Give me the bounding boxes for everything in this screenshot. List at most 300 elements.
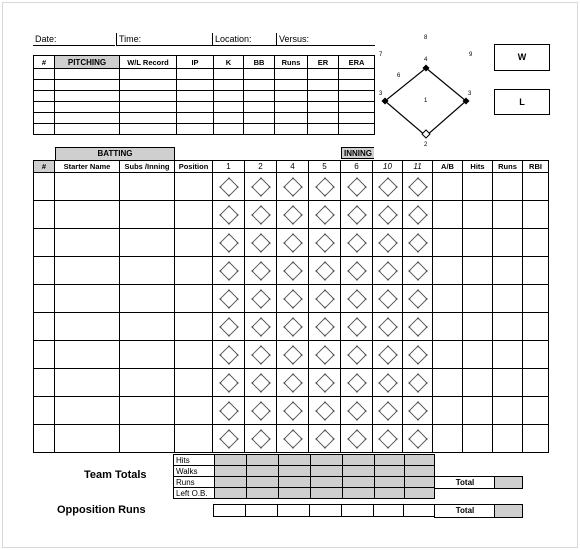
- opposition-runs-cell[interactable]: [310, 505, 342, 517]
- mini-diamond-icon: [373, 428, 402, 450]
- pitching-cell[interactable]: [339, 102, 375, 113]
- at-bat-diamond-cell[interactable]: [309, 341, 341, 369]
- mini-diamond-icon: [245, 400, 276, 422]
- batting-cell[interactable]: [120, 201, 175, 229]
- pitching-cell[interactable]: [244, 80, 275, 91]
- mini-diamond-icon: [309, 260, 340, 282]
- team-totals-cell[interactable]: [375, 455, 405, 466]
- at-bat-diamond-cell[interactable]: [373, 257, 403, 285]
- batting-cell[interactable]: [175, 369, 213, 397]
- batting-cell[interactable]: [433, 173, 463, 201]
- team-totals-cell[interactable]: [375, 488, 405, 499]
- team-totals-row: [174, 477, 435, 488]
- team-totals-cell[interactable]: [343, 488, 375, 499]
- mini-diamond-icon: [373, 260, 402, 282]
- batting-cell[interactable]: [120, 397, 175, 425]
- at-bat-diamond-cell[interactable]: [213, 257, 245, 285]
- pitching-cell[interactable]: [339, 91, 375, 102]
- pitching-cell[interactable]: [214, 113, 244, 124]
- pitching-cell[interactable]: [120, 102, 177, 113]
- inning-title-box: [341, 147, 374, 159]
- team-totals-cell[interactable]: [247, 477, 279, 488]
- time-field[interactable]: [116, 33, 213, 46]
- batting-cell[interactable]: [523, 341, 549, 369]
- at-bat-diamond-cell[interactable]: [309, 313, 341, 341]
- team-totals-cell[interactable]: [279, 477, 311, 488]
- team-totals-cell[interactable]: [343, 466, 375, 477]
- pitching-cell[interactable]: [120, 113, 177, 124]
- mini-diamond-icon: [277, 372, 308, 394]
- pitching-cell[interactable]: [339, 69, 375, 80]
- win-box[interactable]: [494, 44, 550, 71]
- pitching-cell[interactable]: [214, 124, 244, 135]
- team-totals-cell[interactable]: [405, 466, 435, 477]
- mini-diamond-icon: [277, 260, 308, 282]
- at-bat-diamond-cell[interactable]: [403, 341, 433, 369]
- batting-cell[interactable]: [34, 201, 55, 229]
- pitching-cell[interactable]: [275, 69, 308, 80]
- batting-cell[interactable]: [493, 369, 523, 397]
- batting-cell[interactable]: [463, 173, 493, 201]
- batting-cell[interactable]: [523, 173, 549, 201]
- batting-cell[interactable]: [493, 173, 523, 201]
- opposition-total-value[interactable]: [494, 504, 523, 518]
- opposition-runs-cell[interactable]: [214, 505, 246, 517]
- at-bat-diamond-cell[interactable]: [245, 397, 277, 425]
- batting-cell[interactable]: [463, 425, 493, 453]
- at-bat-diamond-cell[interactable]: [213, 173, 245, 201]
- at-bat-diamond-cell[interactable]: [403, 257, 433, 285]
- team-totals-cell[interactable]: [279, 488, 311, 499]
- pitching-col-era: ERA: [339, 56, 375, 69]
- pitching-cell[interactable]: [275, 102, 308, 113]
- pitching-cell[interactable]: [120, 91, 177, 102]
- batting-cell[interactable]: [493, 285, 523, 313]
- opposition-runs-cell[interactable]: [374, 505, 404, 517]
- at-bat-diamond-cell[interactable]: [245, 201, 277, 229]
- team-totals-cell[interactable]: [311, 477, 343, 488]
- batting-cell[interactable]: [120, 173, 175, 201]
- at-bat-diamond-cell[interactable]: [309, 369, 341, 397]
- loss-label: L: [519, 97, 525, 107]
- mini-diamond-icon: [277, 316, 308, 338]
- at-bat-diamond-cell[interactable]: [277, 173, 309, 201]
- at-bat-diamond-cell[interactable]: [277, 285, 309, 313]
- pitching-cell[interactable]: [339, 113, 375, 124]
- pitching-cell[interactable]: [177, 102, 214, 113]
- at-bat-diamond-cell[interactable]: [403, 201, 433, 229]
- batting-cell[interactable]: [34, 285, 55, 313]
- batting-cell[interactable]: [433, 257, 463, 285]
- batting-cell[interactable]: [523, 313, 549, 341]
- team-totals-cell[interactable]: [247, 455, 279, 466]
- team-totals-cell[interactable]: [405, 477, 435, 488]
- batting-cell[interactable]: [493, 257, 523, 285]
- runs-total-value[interactable]: [494, 476, 523, 489]
- pitching-cell[interactable]: [34, 113, 55, 124]
- at-bat-diamond-cell[interactable]: [213, 341, 245, 369]
- batting-cell[interactable]: [34, 313, 55, 341]
- batting-cell[interactable]: [120, 341, 175, 369]
- at-bat-diamond-cell[interactable]: [277, 425, 309, 453]
- pitching-cell[interactable]: [177, 69, 214, 80]
- pitching-cell[interactable]: [308, 91, 339, 102]
- at-bat-diamond-cell[interactable]: [309, 397, 341, 425]
- at-bat-diamond-cell[interactable]: [373, 285, 403, 313]
- team-totals-cell[interactable]: [311, 466, 343, 477]
- batting-col-inning-2: 2: [245, 161, 277, 173]
- batting-cell[interactable]: [493, 425, 523, 453]
- mini-diamond-icon: [309, 316, 340, 338]
- at-bat-diamond-cell[interactable]: [213, 425, 245, 453]
- batting-cell[interactable]: [433, 285, 463, 313]
- batting-cell[interactable]: [433, 397, 463, 425]
- opposition-runs-table: [213, 504, 435, 517]
- opposition-runs-cell[interactable]: [404, 505, 435, 517]
- pitching-cell[interactable]: [55, 80, 120, 91]
- team-totals-cell[interactable]: [405, 488, 435, 499]
- batting-cell[interactable]: [175, 201, 213, 229]
- team-totals-row: [174, 466, 435, 477]
- at-bat-diamond-cell[interactable]: [309, 229, 341, 257]
- runs-total-box[interactable]: [434, 476, 496, 489]
- pitching-cell[interactable]: [34, 69, 55, 80]
- loss-box[interactable]: [494, 89, 550, 115]
- pitching-cell[interactable]: [308, 113, 339, 124]
- pitching-col-ip: IP: [177, 56, 214, 69]
- at-bat-diamond-cell[interactable]: [403, 425, 433, 453]
- batting-col-subs: Subs /Inning: [120, 161, 175, 173]
- batting-cell[interactable]: [175, 397, 213, 425]
- team-totals-row-label: Walks: [174, 466, 215, 477]
- batting-cell[interactable]: [433, 369, 463, 397]
- at-bat-diamond-cell[interactable]: [245, 173, 277, 201]
- pitching-col-k: K: [214, 56, 244, 69]
- opposition-runs-label: Opposition Runs: [57, 504, 146, 516]
- pitching-cell[interactable]: [244, 113, 275, 124]
- mini-diamond-icon: [309, 372, 340, 394]
- pitching-cell[interactable]: [55, 113, 120, 124]
- pitching-cell[interactable]: [34, 102, 55, 113]
- team-totals-cell[interactable]: [343, 477, 375, 488]
- mini-diamond-icon: [277, 344, 308, 366]
- batting-cell[interactable]: [523, 425, 549, 453]
- date-field[interactable]: [33, 33, 115, 46]
- batting-cell[interactable]: [463, 369, 493, 397]
- at-bat-diamond-cell[interactable]: [277, 257, 309, 285]
- team-totals-cell[interactable]: [405, 455, 435, 466]
- batting-cell[interactable]: [493, 313, 523, 341]
- batting-cell[interactable]: [34, 369, 55, 397]
- at-bat-diamond-cell[interactable]: [341, 285, 373, 313]
- pitching-cell[interactable]: [55, 69, 120, 80]
- at-bat-diamond-cell[interactable]: [373, 341, 403, 369]
- team-totals-cell[interactable]: [215, 477, 247, 488]
- batting-cell[interactable]: [493, 229, 523, 257]
- at-bat-diamond-cell[interactable]: [277, 229, 309, 257]
- pitching-cell[interactable]: [308, 124, 339, 135]
- batting-cell[interactable]: [433, 313, 463, 341]
- mini-diamond-icon: [373, 400, 402, 422]
- pitching-cell[interactable]: [339, 80, 375, 91]
- mini-diamond-icon: [277, 232, 308, 254]
- at-bat-diamond-cell[interactable]: [341, 397, 373, 425]
- pitching-cell[interactable]: [177, 91, 214, 102]
- at-bat-diamond-cell[interactable]: [245, 229, 277, 257]
- at-bat-diamond-cell[interactable]: [341, 341, 373, 369]
- mini-diamond-icon: [403, 288, 432, 310]
- pitching-cell[interactable]: [34, 124, 55, 135]
- batting-cell[interactable]: [463, 201, 493, 229]
- team-totals-cell[interactable]: [247, 488, 279, 499]
- pitching-cell[interactable]: [55, 102, 120, 113]
- mini-diamond-icon: [373, 232, 402, 254]
- team-totals-cell[interactable]: [375, 477, 405, 488]
- batting-cell[interactable]: [55, 285, 120, 313]
- batting-cell[interactable]: [463, 313, 493, 341]
- batting-cell[interactable]: [55, 341, 120, 369]
- batting-cell[interactable]: [433, 425, 463, 453]
- batting-cell[interactable]: [175, 341, 213, 369]
- team-totals-cell[interactable]: [247, 466, 279, 477]
- batting-cell[interactable]: [55, 173, 120, 201]
- at-bat-diamond-cell[interactable]: [341, 173, 373, 201]
- mini-diamond-icon: [373, 204, 402, 226]
- mini-diamond-icon: [309, 204, 340, 226]
- at-bat-diamond-cell[interactable]: [403, 397, 433, 425]
- batting-cell[interactable]: [55, 229, 120, 257]
- mini-diamond-icon: [403, 204, 432, 226]
- pitching-cell[interactable]: [214, 102, 244, 113]
- batting-cell[interactable]: [120, 257, 175, 285]
- at-bat-diamond-cell[interactable]: [341, 369, 373, 397]
- mini-diamond-icon: [213, 232, 244, 254]
- at-bat-diamond-cell[interactable]: [277, 313, 309, 341]
- at-bat-diamond-cell[interactable]: [245, 313, 277, 341]
- batting-cell[interactable]: [34, 397, 55, 425]
- opposition-total-label: Total: [455, 506, 475, 515]
- batting-cell[interactable]: [34, 173, 55, 201]
- batting-cell[interactable]: [34, 257, 55, 285]
- batting-cell[interactable]: [55, 313, 120, 341]
- opposition-runs-row: [214, 505, 435, 517]
- pitching-cell[interactable]: [244, 91, 275, 102]
- batting-cell[interactable]: [120, 313, 175, 341]
- at-bat-diamond-cell[interactable]: [309, 285, 341, 313]
- batting-title: BATTING: [97, 149, 133, 158]
- pitching-cell[interactable]: [308, 102, 339, 113]
- pitching-cell[interactable]: [55, 91, 120, 102]
- at-bat-diamond-cell[interactable]: [309, 425, 341, 453]
- at-bat-diamond-cell[interactable]: [341, 229, 373, 257]
- at-bat-diamond-cell[interactable]: [213, 313, 245, 341]
- pitching-cell[interactable]: [214, 91, 244, 102]
- batting-cell[interactable]: [34, 341, 55, 369]
- pitching-cell[interactable]: [244, 102, 275, 113]
- pitching-cell[interactable]: [120, 80, 177, 91]
- batting-cell[interactable]: [463, 397, 493, 425]
- team-totals-cell[interactable]: [215, 455, 247, 466]
- at-bat-diamond-cell[interactable]: [403, 173, 433, 201]
- pitching-cell[interactable]: [339, 124, 375, 135]
- batting-cell[interactable]: [523, 397, 549, 425]
- at-bat-diamond-cell[interactable]: [373, 369, 403, 397]
- team-totals-cell[interactable]: [215, 488, 247, 499]
- at-bat-diamond-cell[interactable]: [373, 425, 403, 453]
- team-totals-row: [174, 488, 435, 499]
- pitching-table: [33, 55, 375, 135]
- pitching-col-number: #: [34, 56, 55, 69]
- opposition-runs-cell[interactable]: [246, 505, 278, 517]
- batting-cell[interactable]: [175, 285, 213, 313]
- pitching-cell[interactable]: [34, 91, 55, 102]
- at-bat-diamond-cell[interactable]: [341, 257, 373, 285]
- at-bat-diamond-cell[interactable]: [373, 173, 403, 201]
- batting-cell[interactable]: [493, 201, 523, 229]
- batting-cell[interactable]: [55, 257, 120, 285]
- versus-field[interactable]: [276, 33, 375, 46]
- at-bat-diamond-cell[interactable]: [309, 201, 341, 229]
- at-bat-diamond-cell[interactable]: [277, 341, 309, 369]
- opposition-runs-cell[interactable]: [278, 505, 310, 517]
- pitching-cell[interactable]: [308, 69, 339, 80]
- at-bat-diamond-cell[interactable]: [403, 229, 433, 257]
- batting-cell[interactable]: [463, 229, 493, 257]
- batting-title-box: [55, 147, 175, 161]
- batting-cell[interactable]: [120, 229, 175, 257]
- batting-cell[interactable]: [55, 425, 120, 453]
- pitching-cell[interactable]: [34, 80, 55, 91]
- at-bat-diamond-cell[interactable]: [245, 425, 277, 453]
- batting-row: [34, 341, 549, 369]
- at-bat-diamond-cell[interactable]: [403, 369, 433, 397]
- pitching-cell[interactable]: [177, 80, 214, 91]
- pitching-cell[interactable]: [308, 80, 339, 91]
- pitching-cell[interactable]: [55, 124, 120, 135]
- batting-col-hits: Hits: [463, 161, 493, 173]
- at-bat-diamond-cell[interactable]: [213, 201, 245, 229]
- pitching-cell[interactable]: [177, 124, 214, 135]
- batting-cell[interactable]: [433, 201, 463, 229]
- at-bat-diamond-cell[interactable]: [213, 229, 245, 257]
- team-totals-cell[interactable]: [311, 488, 343, 499]
- team-totals-row-label: Left O.B.: [174, 488, 215, 499]
- batting-cell[interactable]: [120, 425, 175, 453]
- versus-label: Versus:: [279, 34, 310, 44]
- batting-cell[interactable]: [523, 257, 549, 285]
- team-totals-cell[interactable]: [279, 466, 311, 477]
- batting-cell[interactable]: [523, 285, 549, 313]
- batting-cell[interactable]: [55, 201, 120, 229]
- batting-cell[interactable]: [463, 285, 493, 313]
- opposition-runs-cell[interactable]: [342, 505, 374, 517]
- batting-cell[interactable]: [55, 369, 120, 397]
- at-bat-diamond-cell[interactable]: [373, 313, 403, 341]
- batting-cell[interactable]: [523, 229, 549, 257]
- inning-title: INNING: [344, 149, 372, 158]
- batting-cell[interactable]: [34, 425, 55, 453]
- at-bat-diamond-cell[interactable]: [309, 257, 341, 285]
- batting-row: [34, 257, 549, 285]
- team-totals-cell[interactable]: [343, 455, 375, 466]
- pitching-cell[interactable]: [275, 80, 308, 91]
- at-bat-diamond-cell[interactable]: [277, 397, 309, 425]
- at-bat-diamond-cell[interactable]: [341, 313, 373, 341]
- batting-cell[interactable]: [175, 425, 213, 453]
- pitching-cell[interactable]: [244, 69, 275, 80]
- batting-cell[interactable]: [175, 313, 213, 341]
- at-bat-diamond-cell[interactable]: [309, 173, 341, 201]
- at-bat-diamond-cell[interactable]: [245, 341, 277, 369]
- pitching-cell[interactable]: [275, 91, 308, 102]
- at-bat-diamond-cell[interactable]: [277, 369, 309, 397]
- at-bat-diamond-cell[interactable]: [213, 369, 245, 397]
- team-totals-cell[interactable]: [215, 466, 247, 477]
- batting-col-inning-5: 5: [309, 161, 341, 173]
- at-bat-diamond-cell[interactable]: [341, 201, 373, 229]
- at-bat-diamond-cell[interactable]: [341, 425, 373, 453]
- batting-cell[interactable]: [523, 201, 549, 229]
- opposition-total-box[interactable]: [434, 504, 496, 518]
- pitching-cell[interactable]: [120, 69, 177, 80]
- at-bat-diamond-cell[interactable]: [403, 285, 433, 313]
- at-bat-diamond-cell[interactable]: [373, 397, 403, 425]
- location-field[interactable]: [212, 33, 277, 46]
- batting-cell[interactable]: [523, 369, 549, 397]
- batting-cell[interactable]: [493, 397, 523, 425]
- at-bat-diamond-cell[interactable]: [245, 257, 277, 285]
- at-bat-diamond-cell[interactable]: [373, 229, 403, 257]
- runs-total-label: Total: [455, 478, 475, 487]
- batting-cell[interactable]: [463, 257, 493, 285]
- batting-cell[interactable]: [433, 341, 463, 369]
- batting-cell[interactable]: [120, 369, 175, 397]
- batting-cell[interactable]: [175, 257, 213, 285]
- batting-cell[interactable]: [463, 341, 493, 369]
- pitching-cell[interactable]: [275, 124, 308, 135]
- pitching-cell[interactable]: [177, 113, 214, 124]
- at-bat-diamond-cell[interactable]: [277, 201, 309, 229]
- at-bat-diamond-cell[interactable]: [245, 369, 277, 397]
- team-totals-cell[interactable]: [375, 466, 405, 477]
- at-bat-diamond-cell[interactable]: [245, 285, 277, 313]
- pitching-cell[interactable]: [244, 124, 275, 135]
- pitching-cell[interactable]: [214, 69, 244, 80]
- mini-diamond-icon: [373, 288, 402, 310]
- batting-cell[interactable]: [55, 397, 120, 425]
- at-bat-diamond-cell[interactable]: [213, 397, 245, 425]
- position-4: 4: [424, 57, 428, 63]
- at-bat-diamond-cell[interactable]: [373, 201, 403, 229]
- batting-cell[interactable]: [120, 285, 175, 313]
- batting-cell[interactable]: [34, 229, 55, 257]
- mini-diamond-icon: [213, 428, 244, 450]
- pitching-cell[interactable]: [120, 124, 177, 135]
- at-bat-diamond-cell[interactable]: [403, 313, 433, 341]
- mini-diamond-icon: [373, 316, 402, 338]
- at-bat-diamond-cell[interactable]: [213, 285, 245, 313]
- pitching-cell[interactable]: [214, 80, 244, 91]
- batting-cell[interactable]: [433, 229, 463, 257]
- team-totals-cell[interactable]: [279, 455, 311, 466]
- pitching-cell[interactable]: [275, 113, 308, 124]
- batting-cell[interactable]: [175, 229, 213, 257]
- batting-cell[interactable]: [175, 173, 213, 201]
- team-totals-cell[interactable]: [311, 455, 343, 466]
- team-totals-label: Team Totals: [84, 469, 147, 481]
- batting-cell[interactable]: [493, 341, 523, 369]
- batting-col-ab: A/B: [433, 161, 463, 173]
